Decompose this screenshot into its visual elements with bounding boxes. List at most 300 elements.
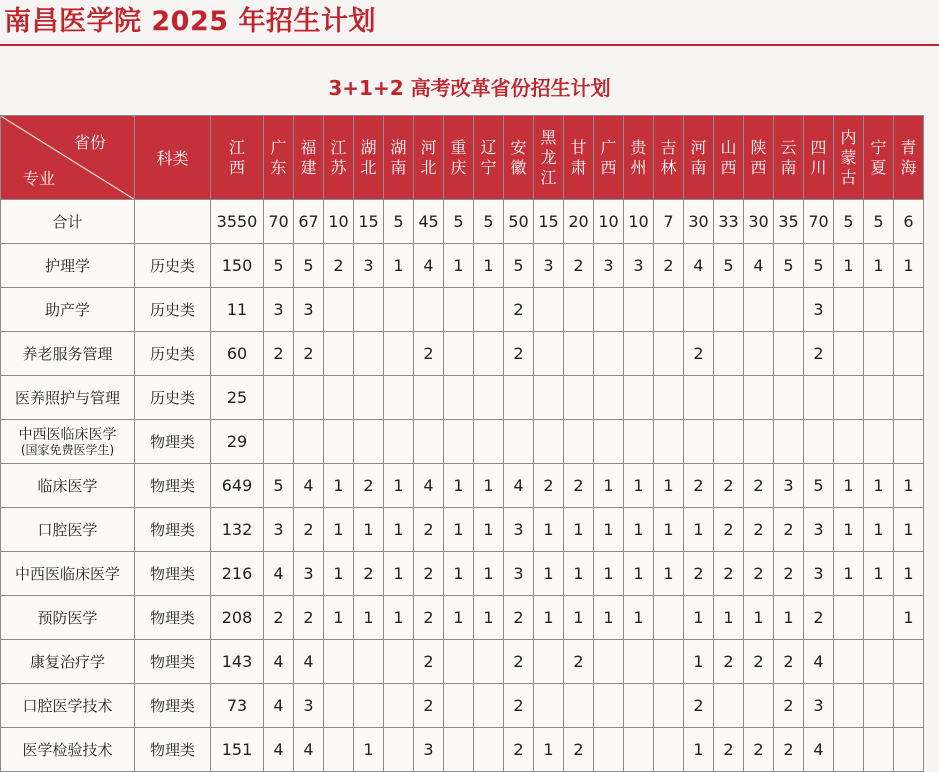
quota-cell [324, 376, 354, 420]
quota-cell [564, 332, 594, 376]
province-header: 重 庆 [444, 116, 474, 200]
quota-cell: 30 [744, 200, 774, 244]
major-cell: 医学检验技术 [1, 728, 135, 772]
quota-cell: 1 [384, 508, 414, 552]
quota-cell: 6 [894, 200, 924, 244]
quota-cell [654, 684, 684, 728]
quota-cell: 5 [384, 200, 414, 244]
table-row [1, 508, 939, 552]
enrollment-plan-table [0, 115, 939, 772]
quota-cell [714, 684, 744, 728]
quota-cell [774, 288, 804, 332]
quota-cell: 3 [804, 684, 834, 728]
category-cell [135, 200, 211, 244]
quota-cell: 4 [294, 464, 324, 508]
quota-cell: 2 [714, 728, 744, 772]
province-header: 河 北 [414, 116, 444, 200]
quota-cell [354, 332, 384, 376]
quota-cell: 4 [264, 684, 294, 728]
quota-cell: 208 [211, 596, 264, 640]
quota-cell [744, 376, 774, 420]
major-cell: 医养照护与管理 [1, 376, 135, 420]
quota-cell: 2 [534, 464, 564, 508]
quota-cell [654, 420, 684, 464]
quota-cell [564, 684, 594, 728]
quota-cell: 33 [714, 200, 744, 244]
quota-cell [444, 288, 474, 332]
category-cell: 历史类 [135, 244, 211, 288]
quota-cell: 1 [384, 552, 414, 596]
quota-cell [474, 728, 504, 772]
quota-cell [474, 332, 504, 376]
quota-cell: 143 [211, 640, 264, 684]
quota-cell: 1 [444, 464, 474, 508]
quota-cell: 2 [684, 464, 714, 508]
quota-cell [594, 376, 624, 420]
quota-cell [864, 596, 894, 640]
quota-cell: 10 [624, 200, 654, 244]
quota-cell: 132 [211, 508, 264, 552]
quota-cell [564, 376, 594, 420]
major-cell: 助产学 [1, 288, 135, 332]
quota-cell: 1 [444, 596, 474, 640]
quota-cell: 2 [774, 552, 804, 596]
quota-cell [594, 640, 624, 684]
quota-cell [564, 288, 594, 332]
quota-cell [744, 332, 774, 376]
province-header: 福 建 [294, 116, 324, 200]
province-header: 广 西 [594, 116, 624, 200]
quota-cell [834, 376, 864, 420]
quota-cell [384, 728, 414, 772]
quota-cell [534, 640, 564, 684]
quota-cell [324, 684, 354, 728]
quota-cell: 1 [654, 552, 684, 596]
quota-cell [624, 332, 654, 376]
quota-cell [474, 376, 504, 420]
quota-cell [534, 684, 564, 728]
major-cell: 口腔医学 [1, 508, 135, 552]
quota-cell: 2 [414, 684, 444, 728]
quota-cell: 1 [684, 508, 714, 552]
province-header: 江 西 [211, 116, 264, 200]
quota-cell: 1 [834, 244, 864, 288]
quota-cell [624, 640, 654, 684]
quota-cell: 15 [534, 200, 564, 244]
quota-cell [264, 376, 294, 420]
quota-cell: 4 [804, 640, 834, 684]
quota-cell: 1 [474, 596, 504, 640]
corner-header-cell [1, 116, 135, 200]
table-row [1, 596, 939, 640]
quota-cell: 29 [211, 420, 264, 464]
major-axis-label: 专业 [23, 169, 56, 188]
quota-cell: 2 [504, 640, 534, 684]
quota-cell [714, 332, 744, 376]
table-header-row [1, 116, 939, 200]
quota-cell [684, 376, 714, 420]
quota-cell: 3 [804, 508, 834, 552]
quota-cell [324, 420, 354, 464]
quota-cell: 151 [211, 728, 264, 772]
quota-cell [684, 288, 714, 332]
category-cell: 历史类 [135, 332, 211, 376]
quota-cell [534, 288, 564, 332]
quota-cell [864, 728, 894, 772]
quota-cell [654, 376, 684, 420]
quota-cell: 1 [894, 508, 924, 552]
table-row [1, 200, 939, 244]
quota-cell [624, 420, 654, 464]
quota-cell: 3 [294, 552, 324, 596]
quota-cell [864, 332, 894, 376]
quota-cell: 2 [294, 508, 324, 552]
quota-cell: 2 [414, 508, 444, 552]
quota-cell [714, 420, 744, 464]
category-cell: 物理类 [135, 508, 211, 552]
category-cell: 历史类 [135, 376, 211, 420]
quota-cell: 1 [444, 552, 474, 596]
quota-cell: 4 [294, 640, 324, 684]
quota-cell [354, 684, 384, 728]
quota-cell: 5 [504, 244, 534, 288]
table-subtitle: 3+1+2 高考改革省份招生计划 [328, 76, 611, 100]
quota-cell [324, 728, 354, 772]
quota-cell: 20 [564, 200, 594, 244]
quota-cell: 3 [594, 244, 624, 288]
category-cell: 物理类 [135, 640, 211, 684]
quota-cell: 649 [211, 464, 264, 508]
quota-cell [384, 684, 414, 728]
province-header: 辽 宁 [474, 116, 504, 200]
quota-cell: 3 [294, 684, 324, 728]
quota-cell [384, 420, 414, 464]
major-cell: 康复治疗学 [1, 640, 135, 684]
quota-cell [834, 596, 864, 640]
quota-cell: 2 [774, 508, 804, 552]
quota-cell: 2 [774, 640, 804, 684]
quota-cell: 1 [624, 508, 654, 552]
quota-cell: 25 [211, 376, 264, 420]
quota-cell [834, 640, 864, 684]
quota-cell: 2 [564, 464, 594, 508]
quota-cell: 4 [264, 552, 294, 596]
province-header: 河 南 [684, 116, 714, 200]
quota-cell: 1 [594, 552, 624, 596]
quota-cell: 2 [504, 332, 534, 376]
quota-cell: 1 [864, 244, 894, 288]
quota-cell: 2 [324, 244, 354, 288]
quota-cell: 1 [324, 508, 354, 552]
quota-cell: 2 [414, 552, 444, 596]
quota-cell: 2 [804, 596, 834, 640]
quota-cell: 5 [474, 200, 504, 244]
quota-cell: 5 [294, 244, 324, 288]
major-cell: 养老服务管理 [1, 332, 135, 376]
quota-cell: 2 [714, 464, 744, 508]
quota-cell: 73 [211, 684, 264, 728]
quota-cell: 150 [211, 244, 264, 288]
quota-cell [594, 332, 624, 376]
quota-cell [894, 288, 924, 332]
quota-cell: 2 [264, 596, 294, 640]
quota-cell: 2 [744, 728, 774, 772]
quota-cell: 2 [264, 332, 294, 376]
province-header: 湖 南 [384, 116, 414, 200]
table-row [1, 288, 939, 332]
quota-cell: 1 [354, 728, 384, 772]
quota-cell [324, 640, 354, 684]
quota-cell [894, 376, 924, 420]
province-header: 宁 夏 [864, 116, 894, 200]
quota-cell [384, 376, 414, 420]
quota-cell: 1 [684, 728, 714, 772]
quota-cell: 1 [624, 464, 654, 508]
quota-cell: 2 [714, 640, 744, 684]
quota-cell [354, 640, 384, 684]
table-row [1, 684, 939, 728]
quota-cell [894, 420, 924, 464]
table-body [1, 200, 939, 772]
quota-cell: 2 [564, 728, 594, 772]
quota-cell [414, 288, 444, 332]
quota-cell: 3 [354, 244, 384, 288]
category-cell: 物理类 [135, 596, 211, 640]
quota-cell: 4 [684, 244, 714, 288]
quota-cell: 1 [324, 596, 354, 640]
table-row [1, 420, 939, 464]
quota-cell: 4 [264, 728, 294, 772]
table-row [1, 244, 939, 288]
quota-cell: 2 [654, 244, 684, 288]
major-cell: 预防医学 [1, 596, 135, 640]
quota-cell: 1 [624, 596, 654, 640]
major-cell: 护理学 [1, 244, 135, 288]
quota-cell [264, 420, 294, 464]
quota-cell: 3 [264, 288, 294, 332]
quota-cell [804, 376, 834, 420]
quota-cell: 1 [684, 640, 714, 684]
quota-cell: 1 [894, 244, 924, 288]
quota-cell: 3 [804, 552, 834, 596]
quota-cell: 2 [504, 288, 534, 332]
quota-cell [324, 332, 354, 376]
quota-cell: 3 [624, 244, 654, 288]
quota-cell: 11 [211, 288, 264, 332]
quota-cell: 1 [594, 464, 624, 508]
table-row [1, 728, 939, 772]
quota-cell: 1 [384, 244, 414, 288]
province-header: 贵 州 [624, 116, 654, 200]
quota-cell: 1 [384, 464, 414, 508]
quota-cell: 70 [804, 200, 834, 244]
quota-cell [624, 288, 654, 332]
quota-cell [774, 420, 804, 464]
category-cell: 物理类 [135, 728, 211, 772]
quota-cell: 1 [894, 552, 924, 596]
quota-cell: 1 [624, 552, 654, 596]
category-cell: 历史类 [135, 288, 211, 332]
quota-cell: 2 [504, 596, 534, 640]
quota-cell: 10 [324, 200, 354, 244]
quota-cell [624, 376, 654, 420]
quota-cell [774, 332, 804, 376]
quota-cell: 1 [354, 596, 384, 640]
quota-cell [714, 288, 744, 332]
quota-cell [444, 420, 474, 464]
quota-cell [474, 640, 504, 684]
province-header: 山 西 [714, 116, 744, 200]
quota-cell: 2 [354, 552, 384, 596]
quota-cell: 1 [894, 464, 924, 508]
quota-cell [834, 420, 864, 464]
quota-cell: 5 [804, 464, 834, 508]
quota-cell: 4 [414, 464, 444, 508]
quota-cell [894, 332, 924, 376]
quota-cell: 1 [534, 508, 564, 552]
quota-cell [654, 728, 684, 772]
quota-cell [414, 420, 444, 464]
quota-cell: 7 [654, 200, 684, 244]
quota-cell [834, 332, 864, 376]
quota-cell: 2 [774, 728, 804, 772]
quota-cell: 1 [324, 552, 354, 596]
province-header: 内 蒙 古 [834, 116, 864, 200]
quota-cell: 1 [384, 596, 414, 640]
quota-cell [864, 420, 894, 464]
quota-cell: 10 [594, 200, 624, 244]
major-cell: 中西医临床医学 [1, 552, 135, 596]
quota-cell: 1 [654, 464, 684, 508]
table-row [1, 552, 939, 596]
quota-cell: 2 [744, 508, 774, 552]
quota-cell: 3 [804, 288, 834, 332]
quota-cell: 2 [804, 332, 834, 376]
quota-cell: 1 [354, 508, 384, 552]
quota-cell: 5 [804, 244, 834, 288]
province-header: 陕 西 [744, 116, 774, 200]
quota-cell [564, 420, 594, 464]
quota-cell: 50 [504, 200, 534, 244]
quota-cell: 1 [894, 596, 924, 640]
quota-cell: 1 [834, 552, 864, 596]
quota-cell: 1 [474, 464, 504, 508]
quota-cell [834, 728, 864, 772]
quota-cell: 4 [804, 728, 834, 772]
quota-cell: 3 [504, 508, 534, 552]
quota-cell [294, 376, 324, 420]
quota-cell: 2 [564, 640, 594, 684]
quota-cell [504, 376, 534, 420]
quota-cell: 60 [211, 332, 264, 376]
quota-cell [444, 728, 474, 772]
quota-cell [474, 420, 504, 464]
quota-cell: 1 [864, 552, 894, 596]
quota-cell: 5 [264, 244, 294, 288]
quota-cell [744, 288, 774, 332]
quota-cell [894, 640, 924, 684]
quota-cell [444, 332, 474, 376]
quota-cell: 1 [864, 464, 894, 508]
province-header: 四 川 [804, 116, 834, 200]
quota-cell: 1 [684, 596, 714, 640]
quota-cell: 3550 [211, 200, 264, 244]
province-axis-label: 省份 [73, 133, 106, 152]
quota-cell: 2 [294, 596, 324, 640]
quota-cell: 15 [354, 200, 384, 244]
province-header: 青 海 [894, 116, 924, 200]
quota-cell [594, 288, 624, 332]
category-cell: 物理类 [135, 552, 211, 596]
quota-cell: 4 [744, 244, 774, 288]
quota-cell: 3 [294, 288, 324, 332]
quota-cell: 1 [564, 508, 594, 552]
quota-cell: 1 [714, 596, 744, 640]
quota-cell: 2 [414, 332, 444, 376]
quota-cell [534, 376, 564, 420]
quota-cell: 3 [534, 244, 564, 288]
quota-cell: 35 [774, 200, 804, 244]
quota-cell: 70 [264, 200, 294, 244]
quota-cell: 2 [714, 552, 744, 596]
province-header: 广 东 [264, 116, 294, 200]
quota-cell [384, 288, 414, 332]
quota-cell: 4 [264, 640, 294, 684]
quota-cell: 5 [864, 200, 894, 244]
province-header: 云 南 [774, 116, 804, 200]
quota-cell [624, 728, 654, 772]
table-row [1, 332, 939, 376]
quota-cell: 45 [414, 200, 444, 244]
quota-cell: 67 [294, 200, 324, 244]
quota-cell: 216 [211, 552, 264, 596]
quota-cell: 2 [714, 508, 744, 552]
quota-cell [354, 288, 384, 332]
category-header: 科类 [135, 116, 211, 200]
quota-cell: 2 [774, 684, 804, 728]
quota-cell [444, 640, 474, 684]
province-header: 湖 北 [354, 116, 384, 200]
province-header: 江 苏 [324, 116, 354, 200]
major-cell: 中西医临床医学 (国家免费医学生) [1, 420, 135, 464]
quota-cell [444, 684, 474, 728]
major-cell: 合计 [1, 200, 135, 244]
quota-cell [594, 684, 624, 728]
quota-cell: 1 [774, 596, 804, 640]
quota-cell: 2 [504, 728, 534, 772]
quota-cell: 2 [744, 640, 774, 684]
table-row [1, 640, 939, 684]
quota-cell [594, 728, 624, 772]
page-title: 南昌医学院 2025 年招生计划 [4, 6, 376, 37]
quota-cell [654, 596, 684, 640]
quota-cell [834, 288, 864, 332]
quota-cell [654, 332, 684, 376]
title-divider [0, 44, 939, 46]
quota-cell: 3 [264, 508, 294, 552]
quota-cell [744, 420, 774, 464]
quota-cell: 3 [504, 552, 534, 596]
quota-cell: 4 [414, 244, 444, 288]
quota-cell: 5 [834, 200, 864, 244]
quota-cell: 1 [564, 552, 594, 596]
quota-cell: 3 [774, 464, 804, 508]
quota-cell: 2 [744, 464, 774, 508]
quota-cell: 1 [744, 596, 774, 640]
quota-cell [354, 376, 384, 420]
quota-cell: 2 [684, 332, 714, 376]
quota-cell [894, 684, 924, 728]
